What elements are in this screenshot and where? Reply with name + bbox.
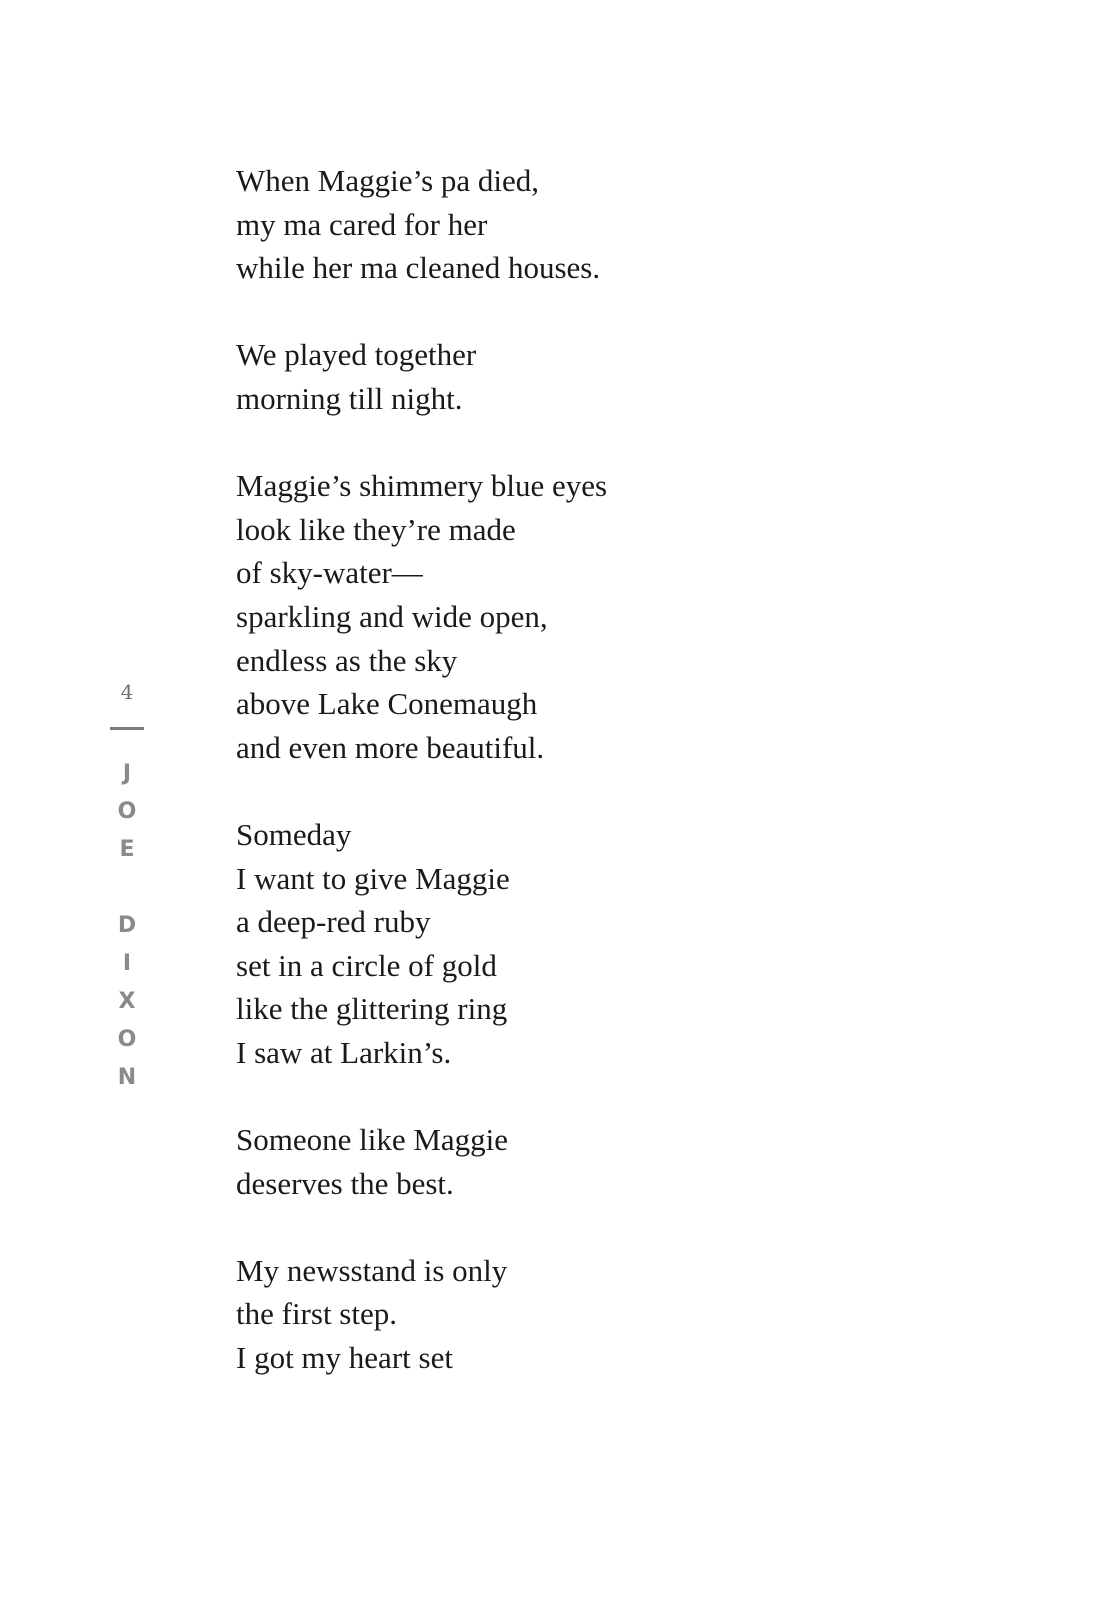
poem-line: like the glittering ring — [236, 991, 508, 1027]
poem-line: sparkling and wide open, — [236, 598, 548, 634]
running-head-letter: J — [122, 761, 132, 786]
stanza — [236, 813, 607, 1075]
stanza — [236, 1118, 607, 1205]
running-head-letter: I — [122, 951, 132, 976]
running-head-letter: E — [119, 837, 135, 862]
running-head-letter: N — [117, 1065, 137, 1090]
poem-line: morning till night. — [236, 380, 463, 416]
poem-line: deserves the best. — [236, 1165, 454, 1201]
poem-line: while her ma cleaned houses. — [236, 250, 601, 286]
poem-line: I got my heart set — [236, 1340, 453, 1376]
running-head — [112, 755, 142, 1097]
running-head-letter: D — [117, 913, 137, 938]
poem-line: of sky-water— — [236, 555, 423, 591]
poem-line: endless as the sky — [236, 642, 458, 678]
poem-line: I want to give Maggie — [236, 860, 510, 896]
poem-body — [236, 159, 607, 1423]
stanza — [236, 159, 607, 290]
poem-line: my ma cared for her — [236, 206, 488, 242]
poem-line: Someone like Maggie — [236, 1122, 509, 1158]
poem-line: When Maggie’s pa died, — [236, 163, 540, 198]
page-number: 4 — [120, 680, 134, 704]
poem-line: and even more beautiful. — [236, 729, 545, 765]
poem-line: We played together — [236, 337, 477, 373]
poem-line: a deep-red ruby — [236, 904, 431, 940]
poem-line: above Lake Conemaugh — [236, 686, 538, 722]
running-head-last-name — [112, 907, 142, 1097]
poem-line: look like they’re made — [236, 511, 516, 547]
running-head-letter: O — [117, 1027, 137, 1052]
poem-line: Someday — [236, 816, 352, 852]
poem-line: the first step. — [236, 1296, 397, 1332]
poem-line: set in a circle of gold — [236, 947, 497, 983]
poem-line: Maggie’s shimmery blue eyes — [236, 468, 608, 504]
stanza — [236, 333, 607, 420]
stanza — [236, 464, 607, 769]
running-head-first-name — [112, 755, 142, 869]
poem-line: My newsstand is only — [236, 1252, 508, 1288]
running-head-letter: O — [117, 799, 137, 824]
stanza — [236, 1249, 607, 1380]
side-rule-divider — [110, 727, 144, 730]
poem-line: I saw at Larkin’s. — [236, 1034, 452, 1070]
running-head-letter: X — [118, 989, 136, 1014]
